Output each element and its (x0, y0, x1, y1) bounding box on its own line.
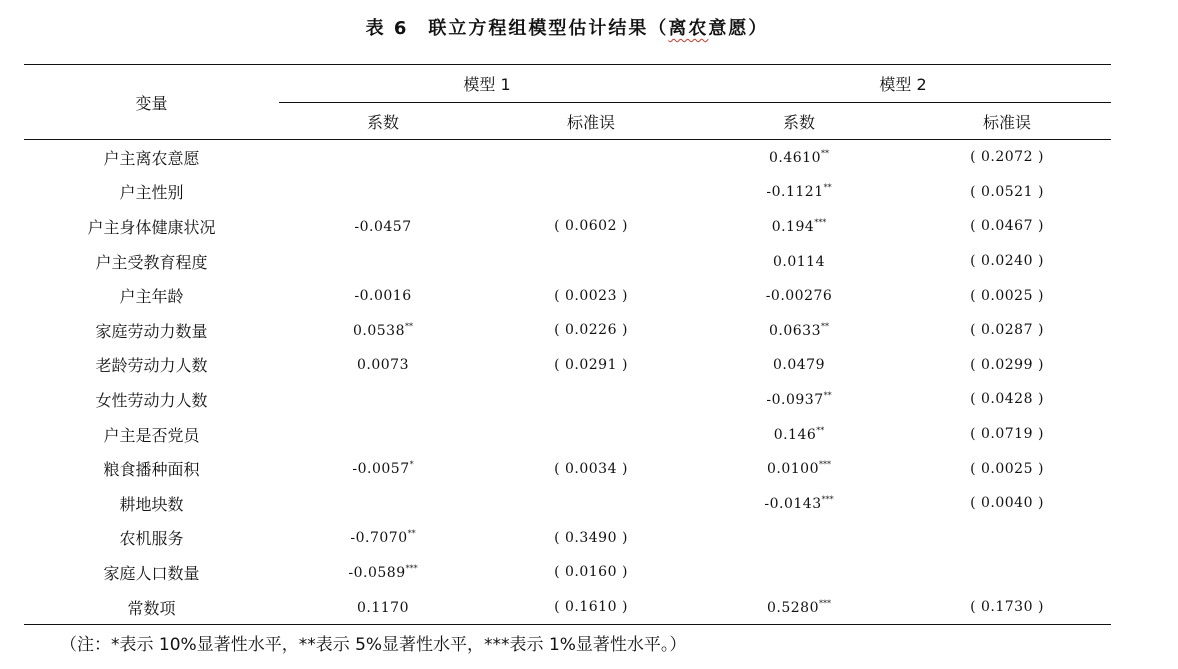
significance-stars: *** (405, 563, 418, 573)
model1-coef-cell-value: -0.0057 (352, 461, 410, 478)
table-row (24, 521, 1111, 556)
model2-coef-cell (695, 278, 903, 313)
model2-coef-cell (695, 313, 903, 348)
significance-stars: *** (819, 460, 831, 470)
results-table (24, 64, 1111, 625)
significance-stars: ** (821, 321, 829, 331)
model1-se-cell-value: ( 0.0602 ) (554, 218, 628, 235)
model1-coef-cell (279, 486, 487, 521)
model2-se-cell (903, 175, 1111, 210)
model1-se-cell (487, 590, 695, 625)
header-m1-coef: 系数 (279, 103, 487, 140)
model1-coef-cell (279, 244, 487, 279)
model2-coef-cell-value: 0.0633 (769, 322, 821, 339)
footnote: （注：*表示 10%显著性水平，**表示 5%显著性水平，***表示 1%显著性水平。） (60, 635, 687, 655)
row-label-value: 常数项 (127, 598, 176, 618)
row-label (24, 209, 279, 244)
model2-se-cell-value: ( 0.0287 ) (970, 322, 1044, 339)
model1-se-cell (487, 244, 695, 279)
model1-coef-cell-value: 0.0073 (357, 357, 409, 374)
model1-coef-cell-value: -0.0457 (354, 218, 412, 235)
row-label-value: 粮食播种面积 (103, 460, 200, 480)
row-label (24, 348, 279, 383)
model2-se-cell (903, 521, 1111, 556)
model2-se-cell-value: ( 0.0025 ) (970, 287, 1044, 304)
significance-stars: *** (819, 598, 831, 608)
significance-stars: ** (405, 321, 413, 331)
model1-coef-cell (279, 382, 487, 417)
model1-se-cell-value: ( 0.0023 ) (554, 287, 628, 304)
model1-se-cell (487, 278, 695, 313)
model1-se-cell-value: ( 0.1610 ) (554, 599, 628, 616)
table-row (24, 313, 1111, 348)
model2-coef-cell (695, 486, 903, 521)
model2-se-cell-value: ( 0.0299 ) (970, 356, 1044, 373)
row-label-value: 户主是否党员 (103, 425, 200, 445)
model2-se-cell (903, 486, 1111, 521)
model2-se-cell-value: ( 0.1730 ) (970, 599, 1044, 616)
model2-coef-cell-value: 0.0100 (767, 461, 819, 478)
model2-coef-cell (695, 382, 903, 417)
model1-se-cell-value: ( 0.0226 ) (554, 322, 628, 339)
model1-se-cell (487, 313, 695, 348)
model2-se-cell-value: ( 0.0521 ) (970, 183, 1044, 200)
significance-stars: ** (821, 148, 829, 158)
model2-coef-cell-value: -0.0937 (766, 391, 824, 408)
row-label (24, 244, 279, 279)
model1-se-cell (487, 451, 695, 486)
model2-coef-cell-value: 0.4610 (769, 149, 821, 166)
row-label-value: 家庭劳动力数量 (95, 321, 208, 341)
row-label-value: 户主年龄 (119, 287, 184, 307)
header-m1-se: 标准误 (487, 103, 695, 140)
model1-se-cell (487, 348, 695, 383)
model2-se-cell (903, 313, 1111, 348)
model2-coef-cell (695, 209, 903, 244)
significance-stars: *** (814, 217, 827, 227)
model2-coef-cell (695, 521, 903, 556)
table-row (24, 555, 1111, 590)
model2-se-cell (903, 417, 1111, 452)
header-variable: 变量 (24, 65, 279, 140)
model2-coef-cell-value: 0.0114 (773, 253, 825, 270)
model2-coef-cell-value: -0.00276 (765, 288, 833, 305)
model1-coef-cell (279, 590, 487, 625)
row-label (24, 278, 279, 313)
model2-se-cell (903, 348, 1111, 383)
model1-coef-cell-value: -0.0589 (348, 564, 406, 581)
model2-se-cell-value: ( 0.0467 ) (970, 218, 1044, 235)
model1-coef-cell (279, 521, 487, 556)
model1-se-cell-value: ( 0.0034 ) (554, 460, 628, 477)
model2-coef-cell-value: 0.146 (773, 426, 817, 443)
model1-coef-cell-value: -0.0016 (354, 288, 412, 305)
model2-coef-cell-value: 0.0479 (773, 357, 825, 374)
model2-coef-cell (695, 451, 903, 486)
model2-se-cell (903, 209, 1111, 244)
row-label (24, 175, 279, 210)
table-row (24, 451, 1111, 486)
model1-coef-cell-value: 0.0538 (353, 322, 405, 339)
table-row (24, 348, 1111, 383)
significance-stars: ** (407, 529, 416, 539)
row-label-value: 女性劳动力人数 (95, 390, 208, 410)
model2-coef-cell (695, 175, 903, 210)
table-row (24, 140, 1111, 175)
model1-se-cell (487, 382, 695, 417)
model1-coef-cell-value: 0.1170 (357, 599, 409, 616)
row-label (24, 486, 279, 521)
model1-coef-cell (279, 348, 487, 383)
model1-se-cell-value: ( 0.0160 ) (554, 564, 628, 581)
model2-se-cell-value: ( 0.0240 ) (970, 253, 1044, 270)
header-m2-se: 标准误 (903, 103, 1111, 140)
table-row (24, 175, 1111, 210)
header-m2-coef: 系数 (695, 103, 903, 140)
model1-se-cell (487, 140, 695, 175)
row-label (24, 417, 279, 452)
caption-highlight: 离农 (668, 18, 709, 39)
model1-se-cell-value: ( 0.3490 ) (554, 529, 628, 546)
row-label (24, 590, 279, 625)
significance-stars: ** (823, 183, 832, 193)
model2-se-cell (903, 451, 1111, 486)
model2-se-cell (903, 590, 1111, 625)
model2-se-cell (903, 382, 1111, 417)
row-label (24, 451, 279, 486)
significance-stars: * (409, 460, 414, 470)
header-model-2: 模型 2 (695, 65, 1111, 103)
model1-coef-cell (279, 417, 487, 452)
model2-coef-cell (695, 555, 903, 590)
significance-stars: ** (823, 390, 832, 400)
table-row (24, 244, 1111, 279)
table-row (24, 590, 1111, 625)
row-label-value: 户主受教育程度 (95, 252, 208, 272)
row-label (24, 140, 279, 175)
row-label (24, 521, 279, 556)
model2-coef-cell (695, 417, 903, 452)
model1-coef-cell (279, 278, 487, 313)
model2-coef-cell-value: 0.194 (771, 218, 815, 235)
model1-se-cell (487, 486, 695, 521)
model1-coef-cell (279, 313, 487, 348)
model1-coef-cell (279, 175, 487, 210)
table-caption (0, 14, 1134, 40)
table-row (24, 278, 1111, 313)
model1-coef-cell-value: -0.7070 (350, 530, 408, 547)
model1-se-cell-value: ( 0.0291 ) (554, 356, 628, 373)
model2-coef-cell (695, 590, 903, 625)
model1-se-cell (487, 417, 695, 452)
model1-se-cell (487, 175, 695, 210)
header-model-1: 模型 1 (279, 65, 695, 103)
row-label-value: 耕地块数 (119, 494, 184, 514)
table-row (24, 486, 1111, 521)
model1-coef-cell (279, 555, 487, 590)
significance-stars: *** (821, 494, 834, 504)
model2-se-cell-value: ( 0.0040 ) (970, 495, 1044, 512)
model2-coef-cell (695, 244, 903, 279)
row-label-value: 家庭人口数量 (103, 563, 200, 583)
row-label-value: 农机服务 (119, 529, 184, 549)
model2-se-cell (903, 555, 1111, 590)
model1-se-cell (487, 521, 695, 556)
caption-prefix: 表 6 联立方程组模型估计结果（ (365, 18, 669, 39)
row-label (24, 382, 279, 417)
model2-se-cell (903, 140, 1111, 175)
model1-coef-cell (279, 209, 487, 244)
table-body (24, 140, 1111, 625)
model2-se-cell (903, 278, 1111, 313)
model2-se-cell-value: ( 0.0428 ) (970, 391, 1044, 408)
model2-coef-cell-value: -0.1121 (766, 184, 824, 201)
model1-coef-cell (279, 140, 487, 175)
model2-coef-cell (695, 348, 903, 383)
model2-coef-cell (695, 140, 903, 175)
row-label (24, 555, 279, 590)
caption-suffix: 意愿） (708, 18, 769, 39)
model2-se-cell-value: ( 0.0719 ) (970, 426, 1044, 443)
row-label-value: 户主性别 (119, 183, 184, 203)
table-row (24, 382, 1111, 417)
model2-se-cell (903, 244, 1111, 279)
model1-se-cell (487, 209, 695, 244)
model2-coef-cell-value: -0.0143 (764, 495, 822, 512)
table-row (24, 209, 1111, 244)
row-label-value: 户主身体健康状况 (87, 217, 216, 237)
row-label-value: 户主离农意愿 (103, 148, 200, 168)
model2-se-cell-value: ( 0.2072 ) (970, 149, 1044, 166)
row-label-value: 老龄劳动力人数 (95, 356, 208, 376)
significance-stars: ** (816, 425, 825, 435)
model1-coef-cell (279, 451, 487, 486)
row-label (24, 313, 279, 348)
model2-coef-cell-value: 0.5280 (767, 599, 819, 616)
table-row (24, 417, 1111, 452)
model1-se-cell (487, 555, 695, 590)
model2-se-cell-value: ( 0.0025 ) (970, 460, 1044, 477)
